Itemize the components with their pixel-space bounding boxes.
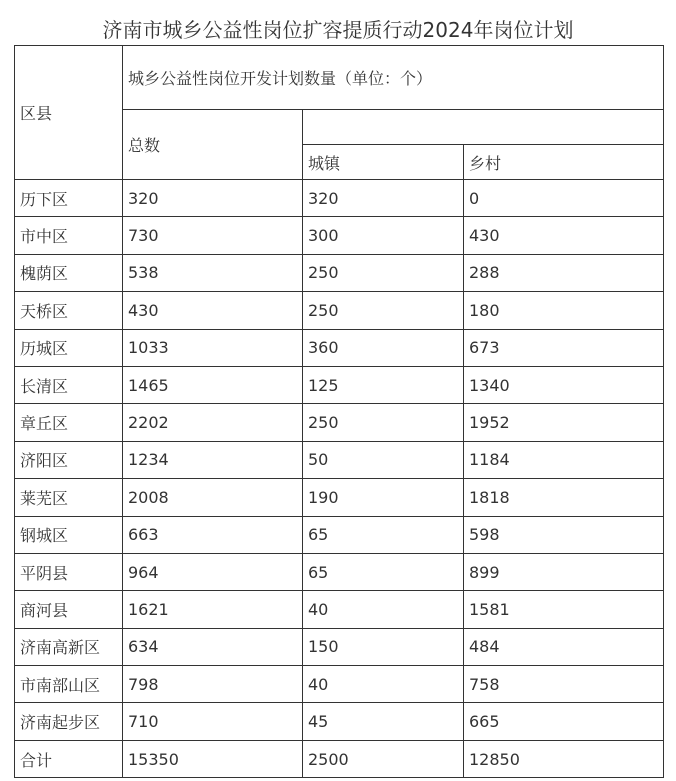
urban-cell: 45 xyxy=(303,703,464,740)
district-cell: 历下区 xyxy=(15,180,123,217)
district-cell: 长清区 xyxy=(15,366,123,403)
total-cell: 1621 xyxy=(123,591,303,628)
total-cell: 798 xyxy=(123,666,303,703)
urban-column-header: 城镇 xyxy=(303,145,464,180)
district-cell: 合计 xyxy=(15,740,123,777)
urban-cell: 40 xyxy=(303,591,464,628)
rural-cell: 288 xyxy=(464,254,664,291)
district-cell: 历城区 xyxy=(15,329,123,366)
urban-cell: 300 xyxy=(303,217,464,254)
page-title: 济南市城乡公益性岗位扩容提质行动2024年岗位计划 xyxy=(102,18,574,42)
rural-cell: 673 xyxy=(464,329,664,366)
table-row xyxy=(15,591,664,628)
district-cell: 天桥区 xyxy=(15,292,123,329)
job-plan-table xyxy=(14,45,664,778)
table-row xyxy=(15,180,664,217)
total-cell: 320 xyxy=(123,180,303,217)
district-cell: 市南部山区 xyxy=(15,666,123,703)
total-cell: 710 xyxy=(123,703,303,740)
table-row xyxy=(15,217,664,254)
total-cell: 430 xyxy=(123,292,303,329)
rural-cell: 1581 xyxy=(464,591,664,628)
urban-cell: 65 xyxy=(303,553,464,590)
district-cell: 章丘区 xyxy=(15,404,123,441)
rural-cell: 1818 xyxy=(464,479,664,516)
urban-cell: 125 xyxy=(303,366,464,403)
urban-cell: 40 xyxy=(303,666,464,703)
table-row xyxy=(15,703,664,740)
rural-column-header: 乡村 xyxy=(464,145,664,180)
table-row xyxy=(15,404,664,441)
rural-cell: 1184 xyxy=(464,441,664,478)
rural-cell: 180 xyxy=(464,292,664,329)
urban-cell: 360 xyxy=(303,329,464,366)
table-row xyxy=(15,366,664,403)
total-cell: 1033 xyxy=(123,329,303,366)
district-cell: 平阴县 xyxy=(15,553,123,590)
total-cell: 2202 xyxy=(123,404,303,441)
total-column-header: 总数 xyxy=(123,110,303,180)
total-cell: 1234 xyxy=(123,441,303,478)
district-cell: 商河县 xyxy=(15,591,123,628)
urban-cell: 150 xyxy=(303,628,464,665)
rural-cell: 665 xyxy=(464,703,664,740)
rural-cell: 12850 xyxy=(464,740,664,777)
table-row xyxy=(15,479,664,516)
urban-cell: 50 xyxy=(303,441,464,478)
total-cell: 964 xyxy=(123,553,303,590)
total-cell: 730 xyxy=(123,217,303,254)
table-row xyxy=(15,666,664,703)
header-spacer-cell xyxy=(303,110,664,145)
district-cell: 莱芜区 xyxy=(15,479,123,516)
urban-cell: 65 xyxy=(303,516,464,553)
total-cell: 1465 xyxy=(123,366,303,403)
table-row xyxy=(15,329,664,366)
urban-cell: 190 xyxy=(303,479,464,516)
district-cell: 市中区 xyxy=(15,217,123,254)
rural-cell: 598 xyxy=(464,516,664,553)
total-cell: 538 xyxy=(123,254,303,291)
table-row xyxy=(15,516,664,553)
table-row xyxy=(15,292,664,329)
total-cell: 663 xyxy=(123,516,303,553)
header-row-1 xyxy=(15,46,664,110)
urban-cell: 2500 xyxy=(303,740,464,777)
plan-group-header: 城乡公益性岗位开发计划数量（单位：个） xyxy=(123,46,664,110)
rural-cell: 484 xyxy=(464,628,664,665)
district-cell: 槐荫区 xyxy=(15,254,123,291)
table-row xyxy=(15,254,664,291)
urban-cell: 250 xyxy=(303,254,464,291)
table-row xyxy=(15,553,664,590)
rural-cell: 899 xyxy=(464,553,664,590)
urban-cell: 250 xyxy=(303,292,464,329)
table-row xyxy=(15,441,664,478)
district-cell: 济阳区 xyxy=(15,441,123,478)
rural-cell: 430 xyxy=(464,217,664,254)
district-column-header: 区县 xyxy=(15,46,123,180)
urban-cell: 320 xyxy=(303,180,464,217)
table-row xyxy=(15,628,664,665)
rural-cell: 0 xyxy=(464,180,664,217)
rural-cell: 1340 xyxy=(464,366,664,403)
total-cell: 2008 xyxy=(123,479,303,516)
district-cell: 济南高新区 xyxy=(15,628,123,665)
total-cell: 15350 xyxy=(123,740,303,777)
total-cell: 634 xyxy=(123,628,303,665)
rural-cell: 1952 xyxy=(464,404,664,441)
district-cell: 钢城区 xyxy=(15,516,123,553)
urban-cell: 250 xyxy=(303,404,464,441)
table-row xyxy=(15,740,664,777)
district-cell: 济南起步区 xyxy=(15,703,123,740)
rural-cell: 758 xyxy=(464,666,664,703)
